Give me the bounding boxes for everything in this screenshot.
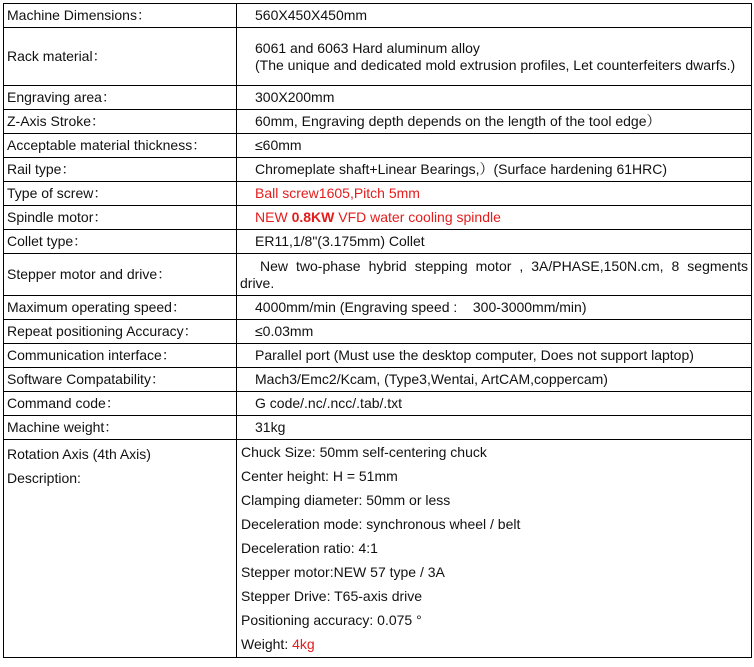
spec-row <box>4 206 752 230</box>
spec-value-line: 6061 and 6063 Hard aluminum alloy <box>255 39 480 56</box>
spec-label: Acceptable material thickness： <box>4 134 237 158</box>
spec-value-bold: 0.8KW <box>291 209 335 225</box>
spec-label: Engraving area： <box>4 86 237 110</box>
rotation-axis-label-line: Description: <box>7 470 81 486</box>
spec-row <box>4 158 752 182</box>
spec-label: Type of screw： <box>4 182 237 206</box>
weight-value: 4kg <box>292 636 315 652</box>
spec-label: Maximum operating speed： <box>4 296 237 320</box>
spec-label: Command code： <box>4 392 237 416</box>
rotation-axis-line: Clamping diameter: 50mm or less <box>241 492 451 508</box>
rotation-axis-weight <box>241 632 748 656</box>
spec-value: New two-phase hybrid stepping motor , 3A/PHASE,150N.cm, 8 segments drive. <box>237 254 752 296</box>
spec-row <box>4 416 752 440</box>
rotation-axis-label-line: Rotation Axis (4th Axis) <box>7 446 151 462</box>
spec-value-line: (The unique and dedicated mold extrusion profiles, Let counterfeiters dwarfs.) <box>255 56 736 73</box>
spec-value: ER11,1/8"(3.175mm) Collet <box>237 230 752 254</box>
spec-value: Mach3/Emc2/Kcam, (Type3,Wentai, ArtCAM,coppercam) <box>237 368 752 392</box>
spec-value <box>237 206 752 230</box>
spec-label: Repeat positioning Accuracy： <box>4 320 237 344</box>
rotation-axis-description <box>237 440 752 658</box>
spec-value: Parallel port (Must use the desktop computer, Does not support laptop) <box>237 344 752 368</box>
weight-label: Weight: <box>241 636 293 652</box>
spec-row <box>4 28 752 86</box>
rotation-axis-line: Center height: H = 51mm <box>241 468 398 484</box>
spec-value: 31kg <box>237 416 752 440</box>
spec-label: Spindle motor： <box>4 206 237 230</box>
spec-value-prefix: NEW <box>255 209 292 225</box>
spec-value-suffix: VFD water cooling spindle <box>334 209 501 225</box>
spec-value: 60mm, Engraving depth depends on the length of the tool edge） <box>237 110 752 134</box>
rotation-axis-line: Chuck Size: 50mm self-centering chuck <box>241 444 487 460</box>
spec-value <box>237 28 752 86</box>
spec-row <box>4 392 752 416</box>
rotation-axis-line: Positioning accuracy: 0.075 ° <box>241 612 422 628</box>
spec-value: 300X200mm <box>237 86 752 110</box>
spec-label: Rack material： <box>4 28 237 86</box>
spec-row <box>4 134 752 158</box>
spec-value: G code/.nc/.ncc/.tab/.txt <box>237 392 752 416</box>
rotation-axis-line: Stepper motor:NEW 57 type / 3A <box>241 564 445 580</box>
spec-row <box>4 320 752 344</box>
spec-label: Collet type： <box>4 230 237 254</box>
spec-label: Machine weight： <box>4 416 237 440</box>
spec-label: Z-Axis Stroke： <box>4 110 237 134</box>
rotation-axis-line: Stepper Drive: T65-axis drive <box>241 588 423 604</box>
spec-label: Rail type： <box>4 158 237 182</box>
spec-value: Ball screw1605,Pitch 5mm <box>237 182 752 206</box>
spec-row <box>4 182 752 206</box>
spec-value: ≤0.03mm <box>237 320 752 344</box>
spec-label: Stepper motor and drive： <box>4 254 237 296</box>
rotation-axis-label <box>4 440 237 658</box>
spec-row <box>4 254 752 296</box>
spec-row <box>4 344 752 368</box>
spec-value: 4000mm/min (Engraving speed : 300-3000mm/min) <box>237 296 752 320</box>
rotation-axis-row <box>4 440 752 658</box>
spec-value: Chromeplate shaft+Linear Bearings,）(Surface hardening 61HRC) <box>237 158 752 182</box>
spec-label: Communication interface： <box>4 344 237 368</box>
spec-row <box>4 110 752 134</box>
spec-row <box>4 296 752 320</box>
spec-label: Software Compatability： <box>4 368 237 392</box>
spec-label: Machine Dimensions： <box>4 4 237 28</box>
spec-value: 560X450X450mm <box>237 4 752 28</box>
rotation-axis-line: Deceleration mode: synchronous wheel / belt <box>241 516 521 532</box>
spec-row <box>4 4 752 28</box>
rotation-axis-line: Deceleration ratio: 4:1 <box>241 540 378 556</box>
spec-table <box>3 3 752 658</box>
spec-row <box>4 368 752 392</box>
spec-value: ≤60mm <box>237 134 752 158</box>
spec-row <box>4 230 752 254</box>
spec-row <box>4 86 752 110</box>
